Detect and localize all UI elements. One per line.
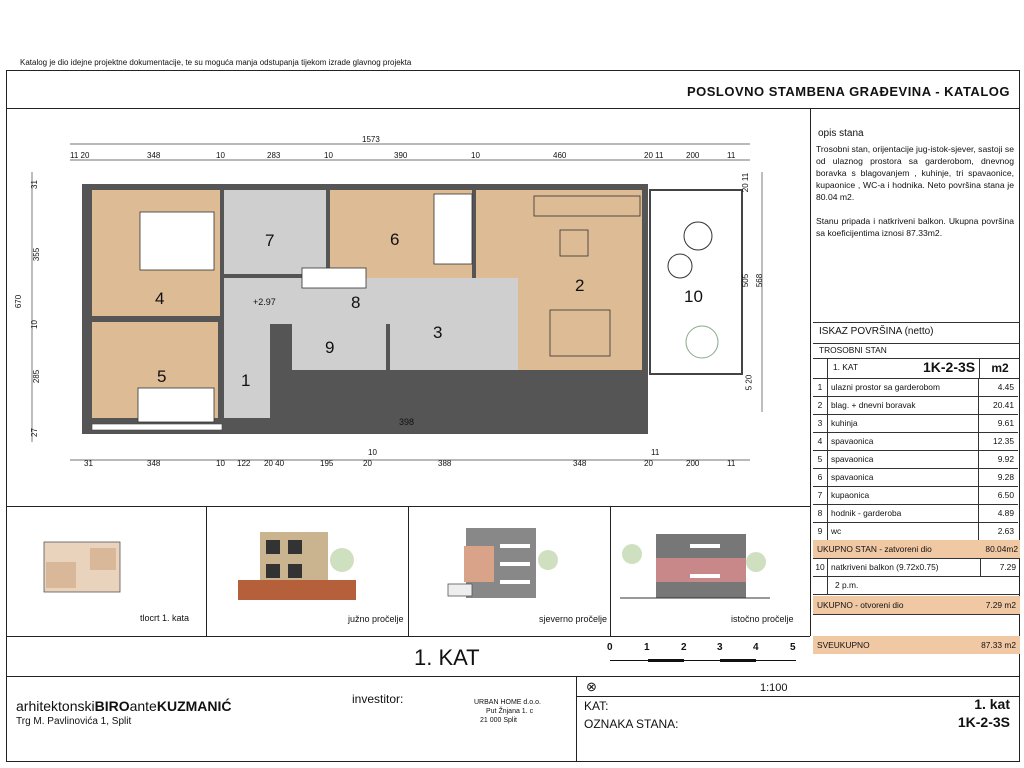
studio-address: Trg M. Pavlinovića 1, Split: [16, 716, 132, 727]
dim-bottom: 388: [438, 459, 452, 468]
dim-left: 10: [29, 320, 39, 329]
area-table-row: [813, 396, 1018, 415]
area-row-label: wc: [831, 526, 842, 536]
catalog-note: Katalog je dio idejne projektne dokumentacije, te su moguća manja odstupanja tijekom izrade glavnog projekta: [20, 58, 412, 67]
dim-bottom: 20: [363, 459, 372, 468]
dim-bottom: 122: [237, 459, 251, 468]
area-row-label: spavaonica: [831, 472, 874, 482]
area-row-value: 9.28: [978, 468, 1018, 486]
investor-line: URBAN HOME d.o.o.: [474, 699, 541, 706]
dim-top: 11 20: [70, 151, 90, 160]
scale-label: 1:100: [760, 682, 788, 694]
dim-inner: 398: [399, 417, 415, 427]
dim-top: 283: [267, 151, 281, 160]
area-row-number: 2: [813, 396, 828, 414]
grand-total-label: SVEUKUPNO: [817, 640, 870, 650]
dim-bottom: 348: [573, 459, 587, 468]
area-row-number: 3: [813, 414, 828, 432]
dim-left: 285: [32, 369, 42, 384]
thumbnail-floor-plan: [40, 538, 130, 602]
grand-total-value: 87.33 m2: [981, 640, 1016, 650]
closed-total-value: 80.04m2: [985, 544, 1018, 554]
area-row-number: 8: [813, 504, 828, 522]
closed-total-label: UKUPNO STAN - zatvoreni dio: [817, 544, 932, 554]
room-6-number: 6: [390, 230, 400, 249]
dim-right: 568: [755, 273, 765, 288]
area-row-label: spavaonica: [831, 436, 874, 446]
area-row-label: ulazni prostor sa garderobom: [831, 382, 940, 392]
dim-right: 20 11: [741, 172, 751, 193]
dim-top: 200: [686, 151, 700, 160]
area-row-number: 6: [813, 468, 828, 486]
studio-name-part: ante: [129, 698, 157, 714]
dim-bottom: 348: [147, 459, 161, 468]
description-heading: opis stana: [818, 128, 864, 139]
description-text-balcony: Stanu pripada i natkriveni balkon. Ukupna površina sa koeficijentima iznosi 87.33m2.: [816, 216, 1014, 238]
open-total-label: UKUPNO - otvoreni dio: [817, 600, 904, 610]
dim-bottom: 10: [216, 459, 225, 468]
area-table-row: [813, 468, 1018, 487]
open-total-value: 7.29 m2: [985, 600, 1016, 610]
dim-bottom: 195: [320, 459, 334, 468]
dim-top: 10: [216, 151, 225, 160]
studio-name-part: BIRO: [94, 698, 130, 714]
dim-bottom: 20 40: [264, 459, 285, 468]
area-table-row: [813, 486, 1018, 505]
elevation-mark: +2.97: [253, 297, 276, 307]
room-5-number: 5: [157, 367, 167, 386]
area-table-subtitle: TROSOBNI STAN: [819, 345, 887, 355]
studio-name-part: arhitektonski: [16, 698, 95, 714]
area-table-title: ISKAZ POVRŠINA (netto): [819, 326, 934, 337]
area-table-row: [813, 522, 1018, 541]
room-8-number: 8: [351, 293, 361, 312]
header-title: POSLOVNO STAMBENA GRAĐEVINA - KATALOG: [686, 84, 1010, 99]
area-row-value: 9.61: [978, 414, 1018, 432]
area-table-unit-code: 1K-2-3S: [923, 359, 976, 375]
area-row-number: 1: [813, 378, 828, 396]
area-row-label: kuhinja: [831, 418, 858, 428]
dim-top: 390: [394, 151, 408, 160]
area-table-floor: 1. KAT: [833, 362, 858, 372]
room-2-number: 2: [575, 276, 585, 295]
area-table-row: [813, 378, 1018, 397]
dim-right: 505: [741, 273, 751, 288]
dim-bottom-small: 10: [368, 448, 377, 457]
thumbnail-east-elevation: [620, 522, 770, 602]
dim-right: 5 20: [744, 374, 754, 391]
area-table-row: [813, 432, 1018, 451]
area-row-number: 5: [813, 450, 828, 468]
area-row-value: 4.45: [978, 378, 1018, 396]
dim-bottom-small: 11: [651, 448, 660, 457]
compass-icon: ⊗: [586, 679, 597, 694]
investor-line: Put Žnjana 1. c: [486, 708, 534, 715]
area-row-label: hodnik - garderoba: [831, 508, 902, 518]
area-row-number: 9: [813, 522, 828, 540]
thumbnail-label-north: sjeverno pročelje: [539, 614, 608, 624]
scale-tick: 4: [753, 642, 759, 653]
scale-tick: 2: [681, 642, 687, 653]
area-row-value: 4.89: [978, 504, 1018, 522]
kat-value: 1. kat: [974, 696, 1010, 712]
balcony-value: 7.29: [980, 558, 1020, 576]
balcony-number: 10: [813, 558, 828, 576]
thumbnail-label-south: južno pročelje: [348, 614, 404, 624]
area-row-value: 12.35: [978, 432, 1018, 450]
dim-top: 10: [471, 151, 480, 160]
description-text: Trosobni stan, orijentacije jug-istok-sjever, sastoji se od ulaznog prostora sa garderobom, dnevnog boravka s blagovanjem , kuhinje, tri spavaonice, kupaonice , WC-a i hodnika. Neto površina stana je 80.04 m2.: [816, 144, 1014, 202]
dim-bottom: 11: [727, 459, 736, 468]
area-row-value: 2.63: [978, 522, 1018, 540]
dim-bottom: 20: [644, 459, 653, 468]
dim-left: 27: [29, 428, 39, 437]
investor-line: 21 000 Split: [480, 717, 517, 724]
investor-address: [474, 698, 541, 725]
scale-tick: 3: [717, 642, 723, 653]
thumbnail-south-elevation: [236, 520, 358, 602]
dim-top: 10: [324, 151, 333, 160]
dim-top: 348: [147, 151, 161, 160]
scale-tick: 5: [790, 642, 796, 653]
parking-label: 2 p.m.: [835, 580, 859, 590]
floor-plan: [10, 112, 806, 504]
thumbnail-label-floor: tlocrt 1. kata: [140, 613, 190, 623]
scale-tick: 1: [644, 642, 650, 653]
room-1-number: 1: [241, 371, 251, 390]
dim-left: 670: [14, 294, 24, 309]
balcony-label: natkriveni balkon (9.72x0.75): [831, 562, 939, 572]
area-row-label: spavaonica: [831, 454, 874, 464]
investor-label: investitor:: [352, 692, 404, 706]
dim-top: 20 11: [644, 151, 664, 160]
area-row-label: blag. + dnevni boravak: [831, 400, 916, 410]
area-table: [813, 322, 1020, 658]
area-table-unit-header: m2: [979, 358, 1020, 378]
room-9-number: 9: [325, 338, 335, 357]
area-row-label: kupaonica: [831, 490, 870, 500]
dim-top: 460: [553, 151, 567, 160]
floor-title: 1. KAT: [414, 645, 480, 670]
oznaka-value: 1K-2-3S: [957, 714, 1010, 730]
area-row-value: 20.41: [978, 396, 1018, 414]
room-10-number: 10: [684, 287, 703, 306]
kat-label: KAT:: [584, 699, 609, 713]
studio-name: [16, 698, 232, 714]
thumbnail-north-elevation: [440, 520, 562, 602]
dim-bottom: 31: [84, 459, 93, 468]
dim-left: 355: [32, 247, 42, 262]
oznaka-label: OZNAKA STANA:: [584, 717, 679, 731]
area-table-row: [813, 414, 1018, 433]
dim-top-total: 1573: [362, 135, 380, 144]
area-row-value: 6.50: [978, 486, 1018, 504]
area-table-row: [813, 504, 1018, 523]
area-table-row: [813, 450, 1018, 469]
dim-top: 11: [727, 151, 736, 160]
studio-name-part: KUZMANIĆ: [156, 698, 232, 714]
room-7-number: 7: [265, 231, 275, 250]
dim-left: 31: [29, 180, 39, 189]
area-row-value: 9.92: [978, 450, 1018, 468]
room-4-number: 4: [155, 289, 165, 308]
thumbnail-label-east: istočno pročelje: [731, 614, 794, 624]
area-row-number: 7: [813, 486, 828, 504]
room-3-number: 3: [433, 323, 443, 342]
area-row-number: 4: [813, 432, 828, 450]
dim-bottom: 200: [686, 459, 700, 468]
scale-tick: 0: [607, 642, 613, 653]
